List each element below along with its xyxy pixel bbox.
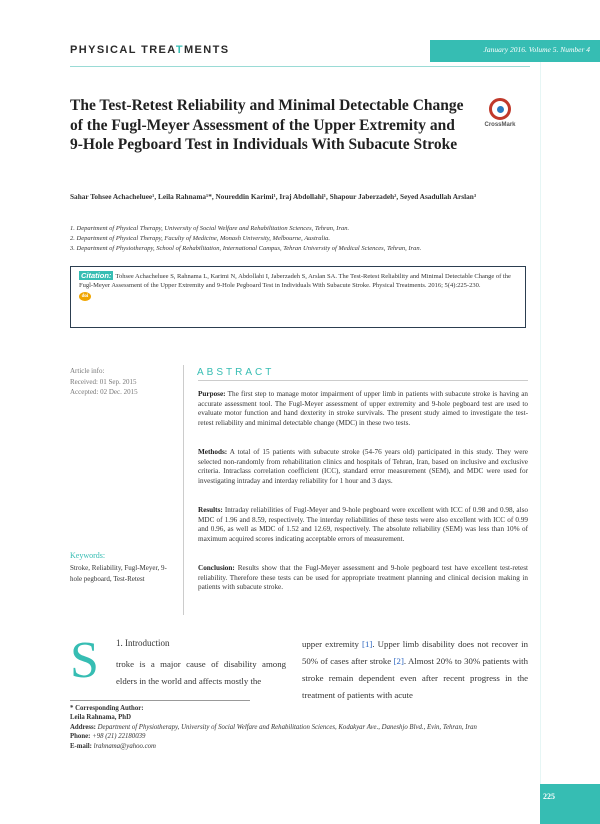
issue-info: January 2016. Volume 5. Number 4 [483,45,590,54]
accepted-date: Accepted: 02 Dec. 2015 [70,388,138,396]
affiliation: 2. Department of Physical Therapy, Faculty of Medicine, Monash University, Melbourne, Australia. [70,235,331,242]
intro-column-1: troke is a major cause of disability among elders in the world and affects mostly the [116,659,286,686]
citation-box [70,266,526,328]
author-name: Leila Rahnama, PhD [70,714,131,722]
abstract-methods: Methods: A total of 15 patients with subacute stroke (54-76 years old) participated in this study. They were selected non-randomly from rehabilitation clinics and hospitals of Tehran, Iran, based on inclusive and exclusive criteria. Intraclass correlation coefficient (ICC), standard error measurement (SEM), and MDC were used for investigating intraday and interday reliability for 1 hour and 3 days. [198,448,528,486]
author-email[interactable]: lrahnama@yahoo.com [93,742,156,750]
intro-column-2: upper extremity [1]. Upper limb disability does not recover in 50% of cases after stroke [2]. Almost 20% to 30% patients with stroke remain dependent even after recent progress in the treatment of patients with acute [302,639,528,700]
footnote-label: * Corresponding Author: [70,705,144,712]
author-list: Sahar Tohsee Achacheluee¹, Leila Rahnama¹*, Noureddin Karimi¹, Iraj Abdollahi¹, Shapour Jaberzadeh², Seyed Asadullah Arslan³ [70,192,477,201]
affiliation: 1. Department of Physical Therapy, University of Social Welfare and Rehabilitation Sciences, Tehran, Iran. [70,225,350,232]
page-number: 225 [543,792,555,801]
affiliations [70,224,540,254]
abstract-purpose: Purpose: The first step to manage motor impairment of upper limb in patients with subacute stroke is having an accurate assessment tool. The Fugl-Meyer assessment of upper extremity and 9-hole pegboard test are used to evaluate motor function and hand dexterity in stroke survivals. The present study aimed to investigate the test-retest reliability and minimal detectable change (MDC) in these two tests. [198,390,528,428]
drop-cap: S [70,632,99,689]
author-phone: +98 (21) 22180039 [92,733,146,741]
citation-text: Tohsee Achacheluee S, Rahnama L, Karimi N, Abdollahi I, Jaberzadeh S, Arslan SA. The Test-Retest Reliability and Minimal Detectable Change of the Fugl-Meyer Assessment of the Upper Extremity and 9-Hole Pegboard Test in Individuals With Subacute Stroke. Physical Treatments. 2016; 5(4):225-230. [79,273,511,290]
crossmark-badge[interactable] [482,98,518,128]
abstract-divider [183,365,184,615]
abstract-rule [198,380,528,381]
page-number-bar [540,784,600,824]
doi-icon[interactable]: doi [79,292,91,301]
keywords-list: Stroke, Reliability, Fugl-Meyer, 9-hole pegboard, Test-Retest [70,564,167,583]
crossmark-label: CrossMark [484,122,516,128]
received-date: Received: 01 Sep. 2015 [70,377,137,386]
footnote-rule [70,700,250,701]
header-divider [70,66,530,67]
author-address: Department of Physiotherapy, University of Social Welfare and Rehabilitation Sciences, Kodakyar Ave., Daneshjo Blvd., Evin, Tehran, Iran [97,723,477,731]
corresponding-author: * Corresponding Author: Leila Rahnama, PhD Address: Department of Physiotherapy, University of Social Welfare and Rehabilitation Sciences, Kodakyar Ave., Daneshjo Blvd., Evin, Tehran, Iran Phone: +98 (21) 22180039 E-mail: lrahnama@yahoo.com [70,705,477,750]
abstract-heading: ABSTRACT [197,367,275,378]
article-info [70,366,138,398]
abstract-conclusion: Conclusion: Results show that the Fugl-Meyer assessment and 9-hole pegboard test have excellent test-retest reliability. Therefore these tests can be used for appropriate treatment planning and clinical decision making in patients with subacute stroke. [198,564,528,592]
journal-name: PHYSICAL TREATMENTS [70,44,230,56]
right-margin-line [540,40,541,820]
article-title: The Test-Retest Reliability and Minimal Detectable Change of the Fugl-Meyer Assessment of the Upper Extremity and 9-Hole Pegboard Test in Individuals With Subacute Stroke [70,97,464,153]
reference-link[interactable]: [1] [362,639,373,649]
affiliation: 3. Department of Physiotherapy, School of Rehabilitation, International Campus, Tehran University of Medical Sciences, Tehran, Iran. [70,245,422,252]
citation-label: Citation: [81,271,112,280]
abstract-results: Results: Intraday reliabilities of Fugl-Meyer and 9-hole pegboard were excellent with ICC of 0.98 and 0.98, also MDC of 1.96 and 8.59, respectively. The interday reliabilities of these tests were also excellent with ICC of 0.99 and 0.96, as well as MDC of 1.52 and 12.69, respectively. The absolute reliability (SEM) was less than 10% of maximum acquired scores indicating acceptable errors of measurement. [198,506,529,544]
keywords-heading: Keywords: [70,551,106,560]
article-info-heading: Article info: [70,367,105,375]
section-heading: 1. Introduction [116,638,170,648]
reference-link[interactable]: [2] [393,656,404,666]
crossmark-icon [489,98,511,120]
